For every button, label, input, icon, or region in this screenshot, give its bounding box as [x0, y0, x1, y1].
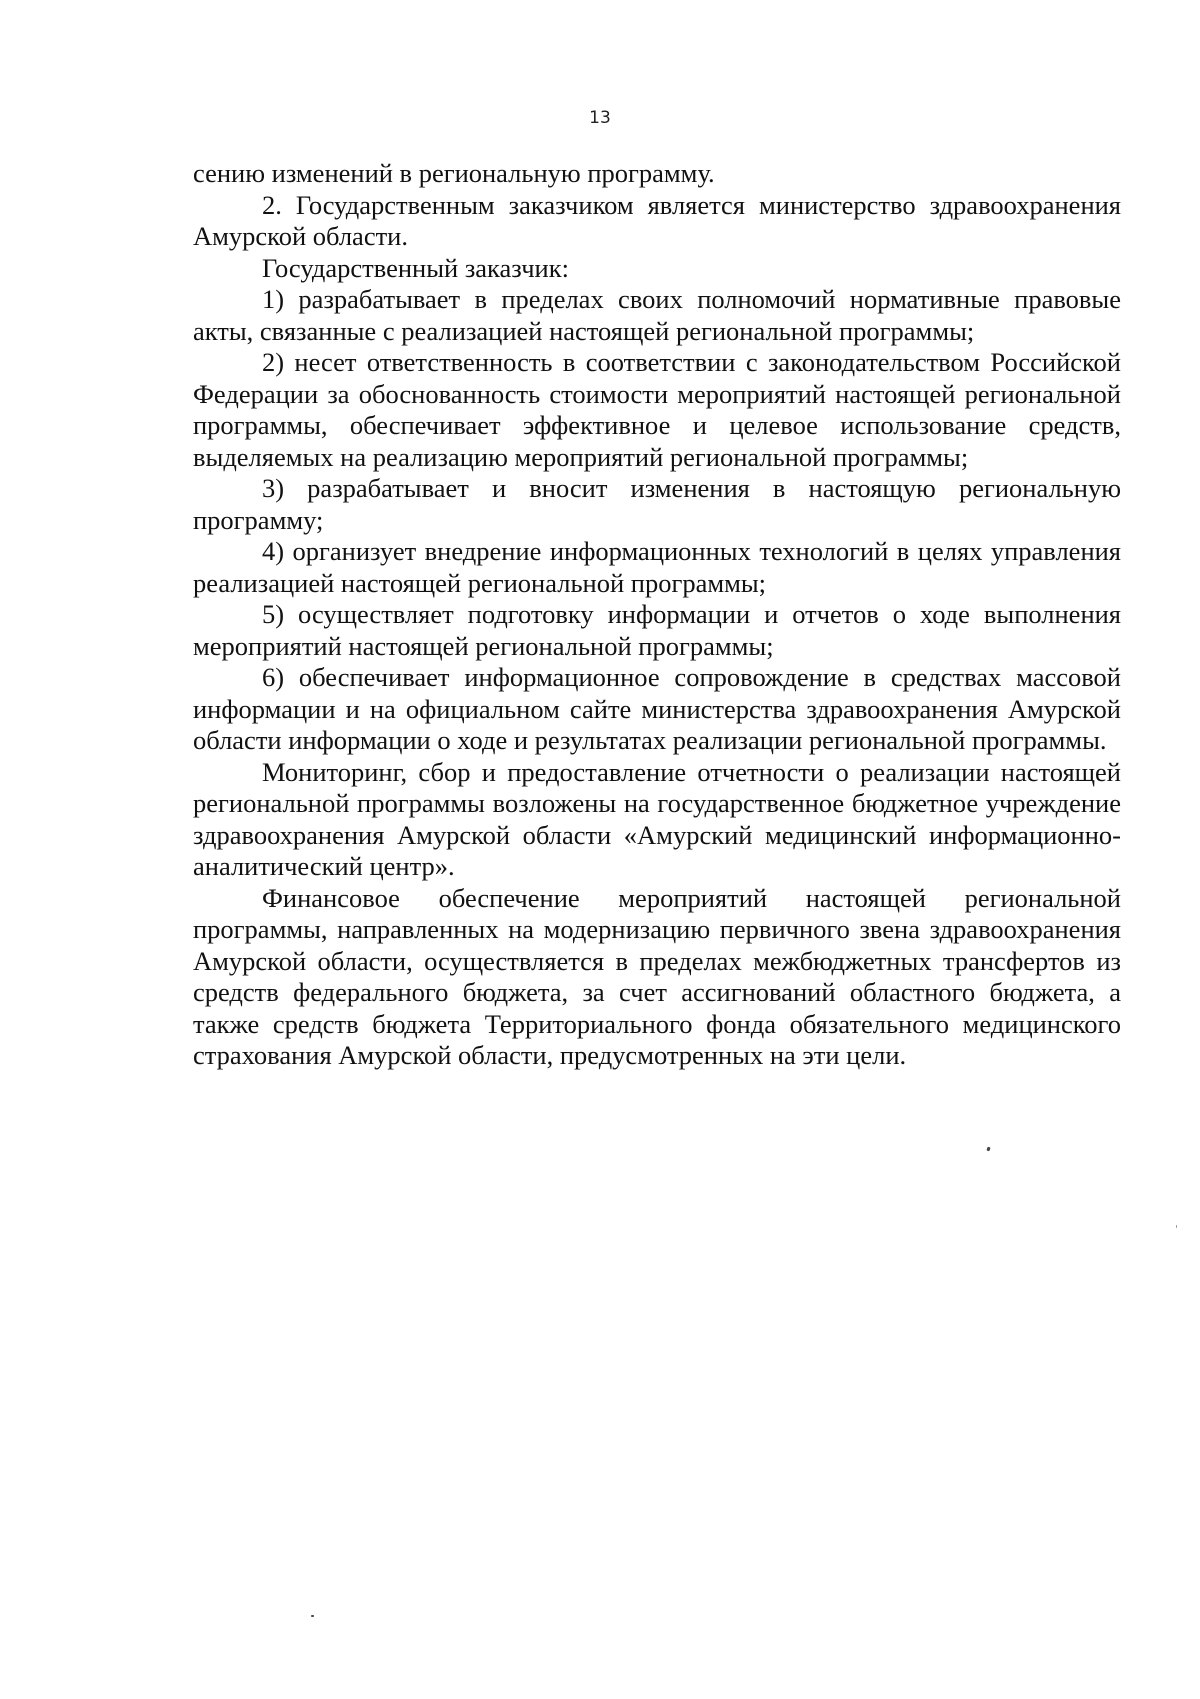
list-item-6: 6) обеспечивает информационное сопровождение в средствах массовой информации и на официальном сайте министерства здравоохранения Амурской области информации о ходе и результатах реализации региональной программы. — [193, 662, 1121, 755]
list-item-5: 5) осуществляет подготовку информации и отчетов о ходе выполнения мероприятий настоящей региональной программы; — [193, 599, 1121, 661]
paragraph-financing: Финансовое обеспечение мероприятий настоящей региональной программы, направленных на модернизацию первичного звена здравоохранения Амурской области, осуществляется в пределах межбюджетных трансфертов из средств федерального бюджета, за счет ассигнований областного бюджета, а также средств бюджета Территориального фонда обязательного медицинского страхования Амурской области, предусмотренных на эти цели. — [193, 882, 1121, 1070]
paragraph-customer-heading: Государственный заказчик: — [262, 252, 569, 283]
scan-speck — [986, 1147, 990, 1152]
list-item-4: 4) организует внедрение информационных технологий в целях управления реализацией настоящей региональной программы; — [193, 536, 1121, 598]
scan-speck — [311, 1615, 314, 1617]
paragraph-continuation: сению изменений в региональную программу. — [193, 158, 715, 188]
paragraph-monitoring: Мониторинг, сбор и предоставление отчетности о реализации настоящей региональной программы возложены на государственное бюджетное учреждение здравоохранения Амурской области «Амурский медицинский информационно-аналитический центр». — [193, 756, 1121, 881]
list-item-3: 3) разрабатывает и вносит изменения в настоящую региональную программу; — [193, 473, 1121, 535]
paragraph-state-customer: 2. Государственным заказчиком является министерство здравоохранения Амурской области. — [193, 189, 1121, 251]
scan-speck — [1176, 1225, 1177, 1228]
page-number: 13 — [589, 108, 611, 128]
list-item-1: 1) разрабатывает в пределах своих полномочий нормативные правовые акты, связанные с реализацией настоящей региональной программы; — [193, 284, 1121, 346]
list-item-2: 2) несет ответственность в соответствии с законодательством Российской Федерации за обоснованность стоимости мероприятий настоящей региональной программы, обеспечивает эффективное и целевое использование средств, выделяемых на реализацию мероприятий региональной программы; — [193, 347, 1121, 472]
document-body — [193, 158, 1121, 1072]
